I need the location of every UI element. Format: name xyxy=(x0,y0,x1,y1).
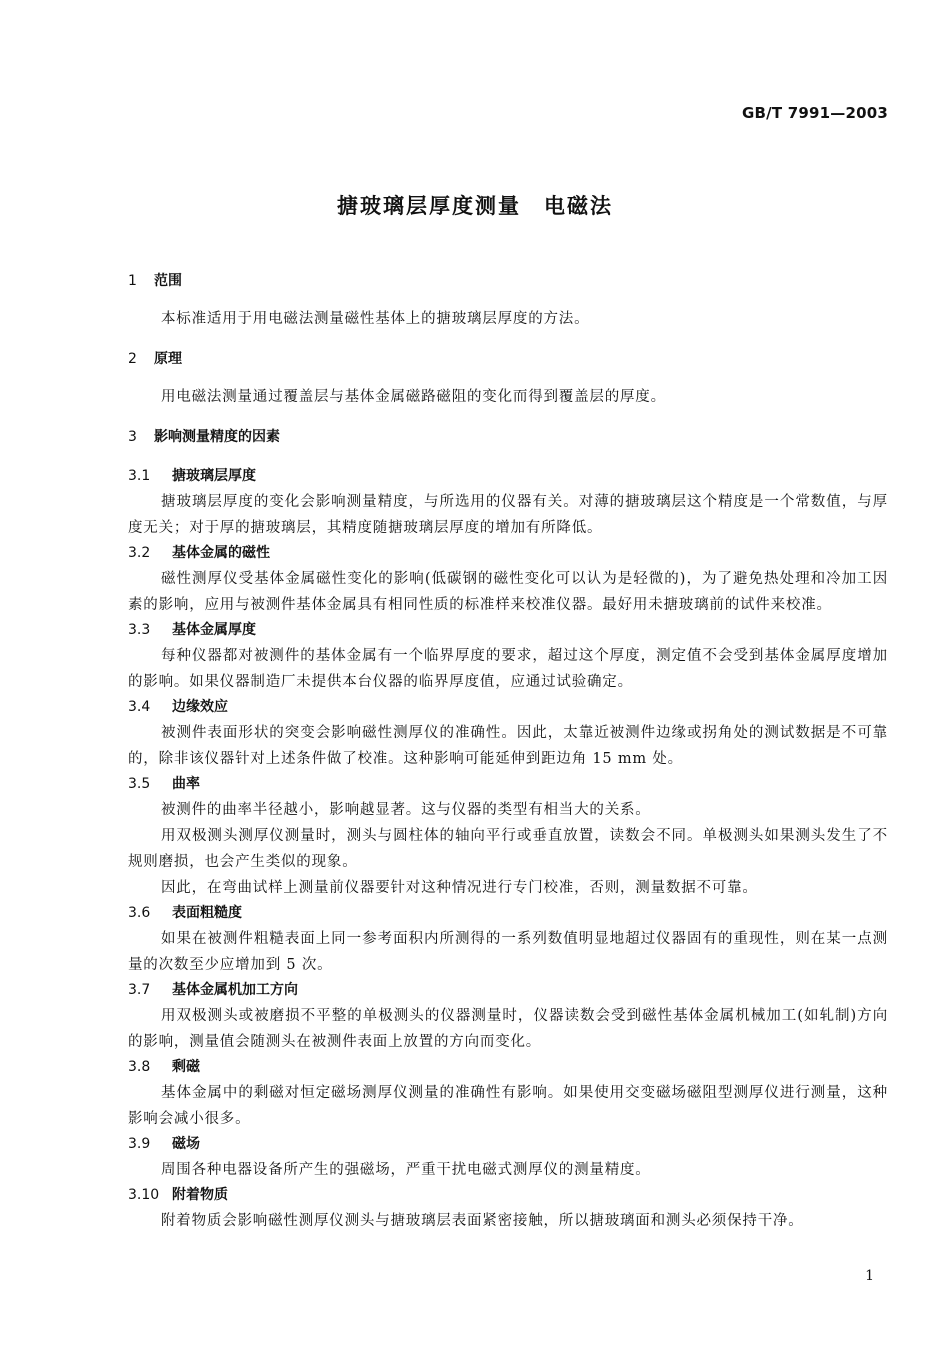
subsection-heading-3-3: 3.3 基体金属厚度 xyxy=(128,622,256,638)
subsection-3-8-paragraph: 基体金属中的剩磁对恒定磁场测厚仪测量的准确性有影响。如果使用交变磁场磁阻型测厚仪进行测量，这种影响会减小很多。 xyxy=(128,1085,888,1127)
subsection-3-6-paragraph: 如果在被测件粗糙表面上同一参考面积内所测得的一系列数值明显地超过仪器固有的重现性，则在某一点测量的次数至少应增加到 5 次。 xyxy=(128,931,888,973)
section-1-paragraph: 本标准适用于用电磁法测量磁性基体上的搪玻璃层厚度的方法。 xyxy=(161,311,590,327)
section-heading-2: 2 原理 xyxy=(128,351,182,367)
subsection-heading-3-2: 3.2 基体金属的磁性 xyxy=(128,545,270,561)
subsection-heading-3-1: 3.1 搪玻璃层厚度 xyxy=(128,468,256,484)
standard-code: GB/T 7991—2003 xyxy=(742,104,888,122)
subsection-heading-3-7: 3.7 基体金属机加工方向 xyxy=(128,982,298,998)
document-title: 搪玻璃层厚度测量 电磁法 xyxy=(337,194,613,218)
subsection-heading-3-4: 3.4 边缘效应 xyxy=(128,699,228,715)
subsection-heading-3-5: 3.5 曲率 xyxy=(128,776,200,792)
page-number: 1 xyxy=(865,1268,874,1284)
subsection-3-9-paragraph: 周围各种电器设备所产生的强磁场，严重干扰电磁式测厚仪的测量精度。 xyxy=(161,1162,651,1178)
subsection-3-1-paragraph: 搪玻璃层厚度的变化会影响测量精度，与所选用的仪器有关。对薄的搪玻璃层这个精度是一个常数值，与厚度无关；对于厚的搪玻璃层，其精度随搪玻璃层厚度的增加有所降低。 xyxy=(128,494,888,536)
subsection-heading-3-6: 3.6 表面粗糙度 xyxy=(128,905,242,921)
subsection-heading-3-8: 3.8 剩磁 xyxy=(128,1059,200,1075)
subsection-3-5-paragraph-1: 被测件的曲率半径越小，影响越显著。这与仪器的类型有相当大的关系。 xyxy=(161,802,651,818)
section-2-paragraph: 用电磁法测量通过覆盖层与基体金属磁路磁阻的变化而得到覆盖层的厚度。 xyxy=(161,389,666,405)
section-heading-3: 3 影响测量精度的因素 xyxy=(128,429,280,445)
document-body xyxy=(128,268,888,1234)
subsection-3-7-paragraph: 用双极测头或被磨损不平整的单极测头的仪器测量时，仪器读数会受到磁性基体金属机械加工(如轧制)方向的影响，测量值会随测头在被测件表面上放置的方向而变化。 xyxy=(128,1008,888,1050)
subsection-3-2-paragraph: 磁性测厚仪受基体金属磁性变化的影响(低碳钢的磁性变化可以认为是轻微的)，为了避免热处理和冷加工因素的影响，应用与被测件基体金属具有相同性质的标准样来校准仪器。最好用未搪玻璃前的试件来校准。 xyxy=(128,571,888,613)
subsection-heading-3-9: 3.9 磁场 xyxy=(128,1136,200,1152)
subsection-3-10-paragraph: 附着物质会影响磁性测厚仪测头与搪玻璃层表面紧密接触，所以搪玻璃面和测头必须保持干净。 xyxy=(161,1213,804,1229)
subsection-3-5-paragraph-2: 用双极测头测厚仪测量时，测头与圆柱体的轴向平行或垂直放置，读数会不同。单极测头如果测头发生了不规则磨损，也会产生类似的现象。 xyxy=(128,828,888,870)
section-heading-1: 1 范围 xyxy=(128,273,182,289)
subsection-3-4-paragraph: 被测件表面形状的突变会影响磁性测厚仪的准确性。因此，太靠近被测件边缘或拐角处的测试数据是不可靠的，除非该仪器针对上述条件做了校准。这种影响可能延伸到距边角 15 mm 处。 xyxy=(128,725,888,767)
subsection-heading-3-10: 3.10 附着物质 xyxy=(128,1187,228,1203)
subsection-3-3-paragraph: 每种仪器都对被测件的基体金属有一个临界厚度的要求，超过这个厚度，测定值不会受到基体金属厚度增加的影响。如果仪器制造厂未提供本台仪器的临界厚度值，应通过试验确定。 xyxy=(128,648,888,690)
subsection-3-5-paragraph-3: 因此，在弯曲试样上测量前仪器要针对这种情况进行专门校准，否则，测量数据不可靠。 xyxy=(161,880,758,896)
